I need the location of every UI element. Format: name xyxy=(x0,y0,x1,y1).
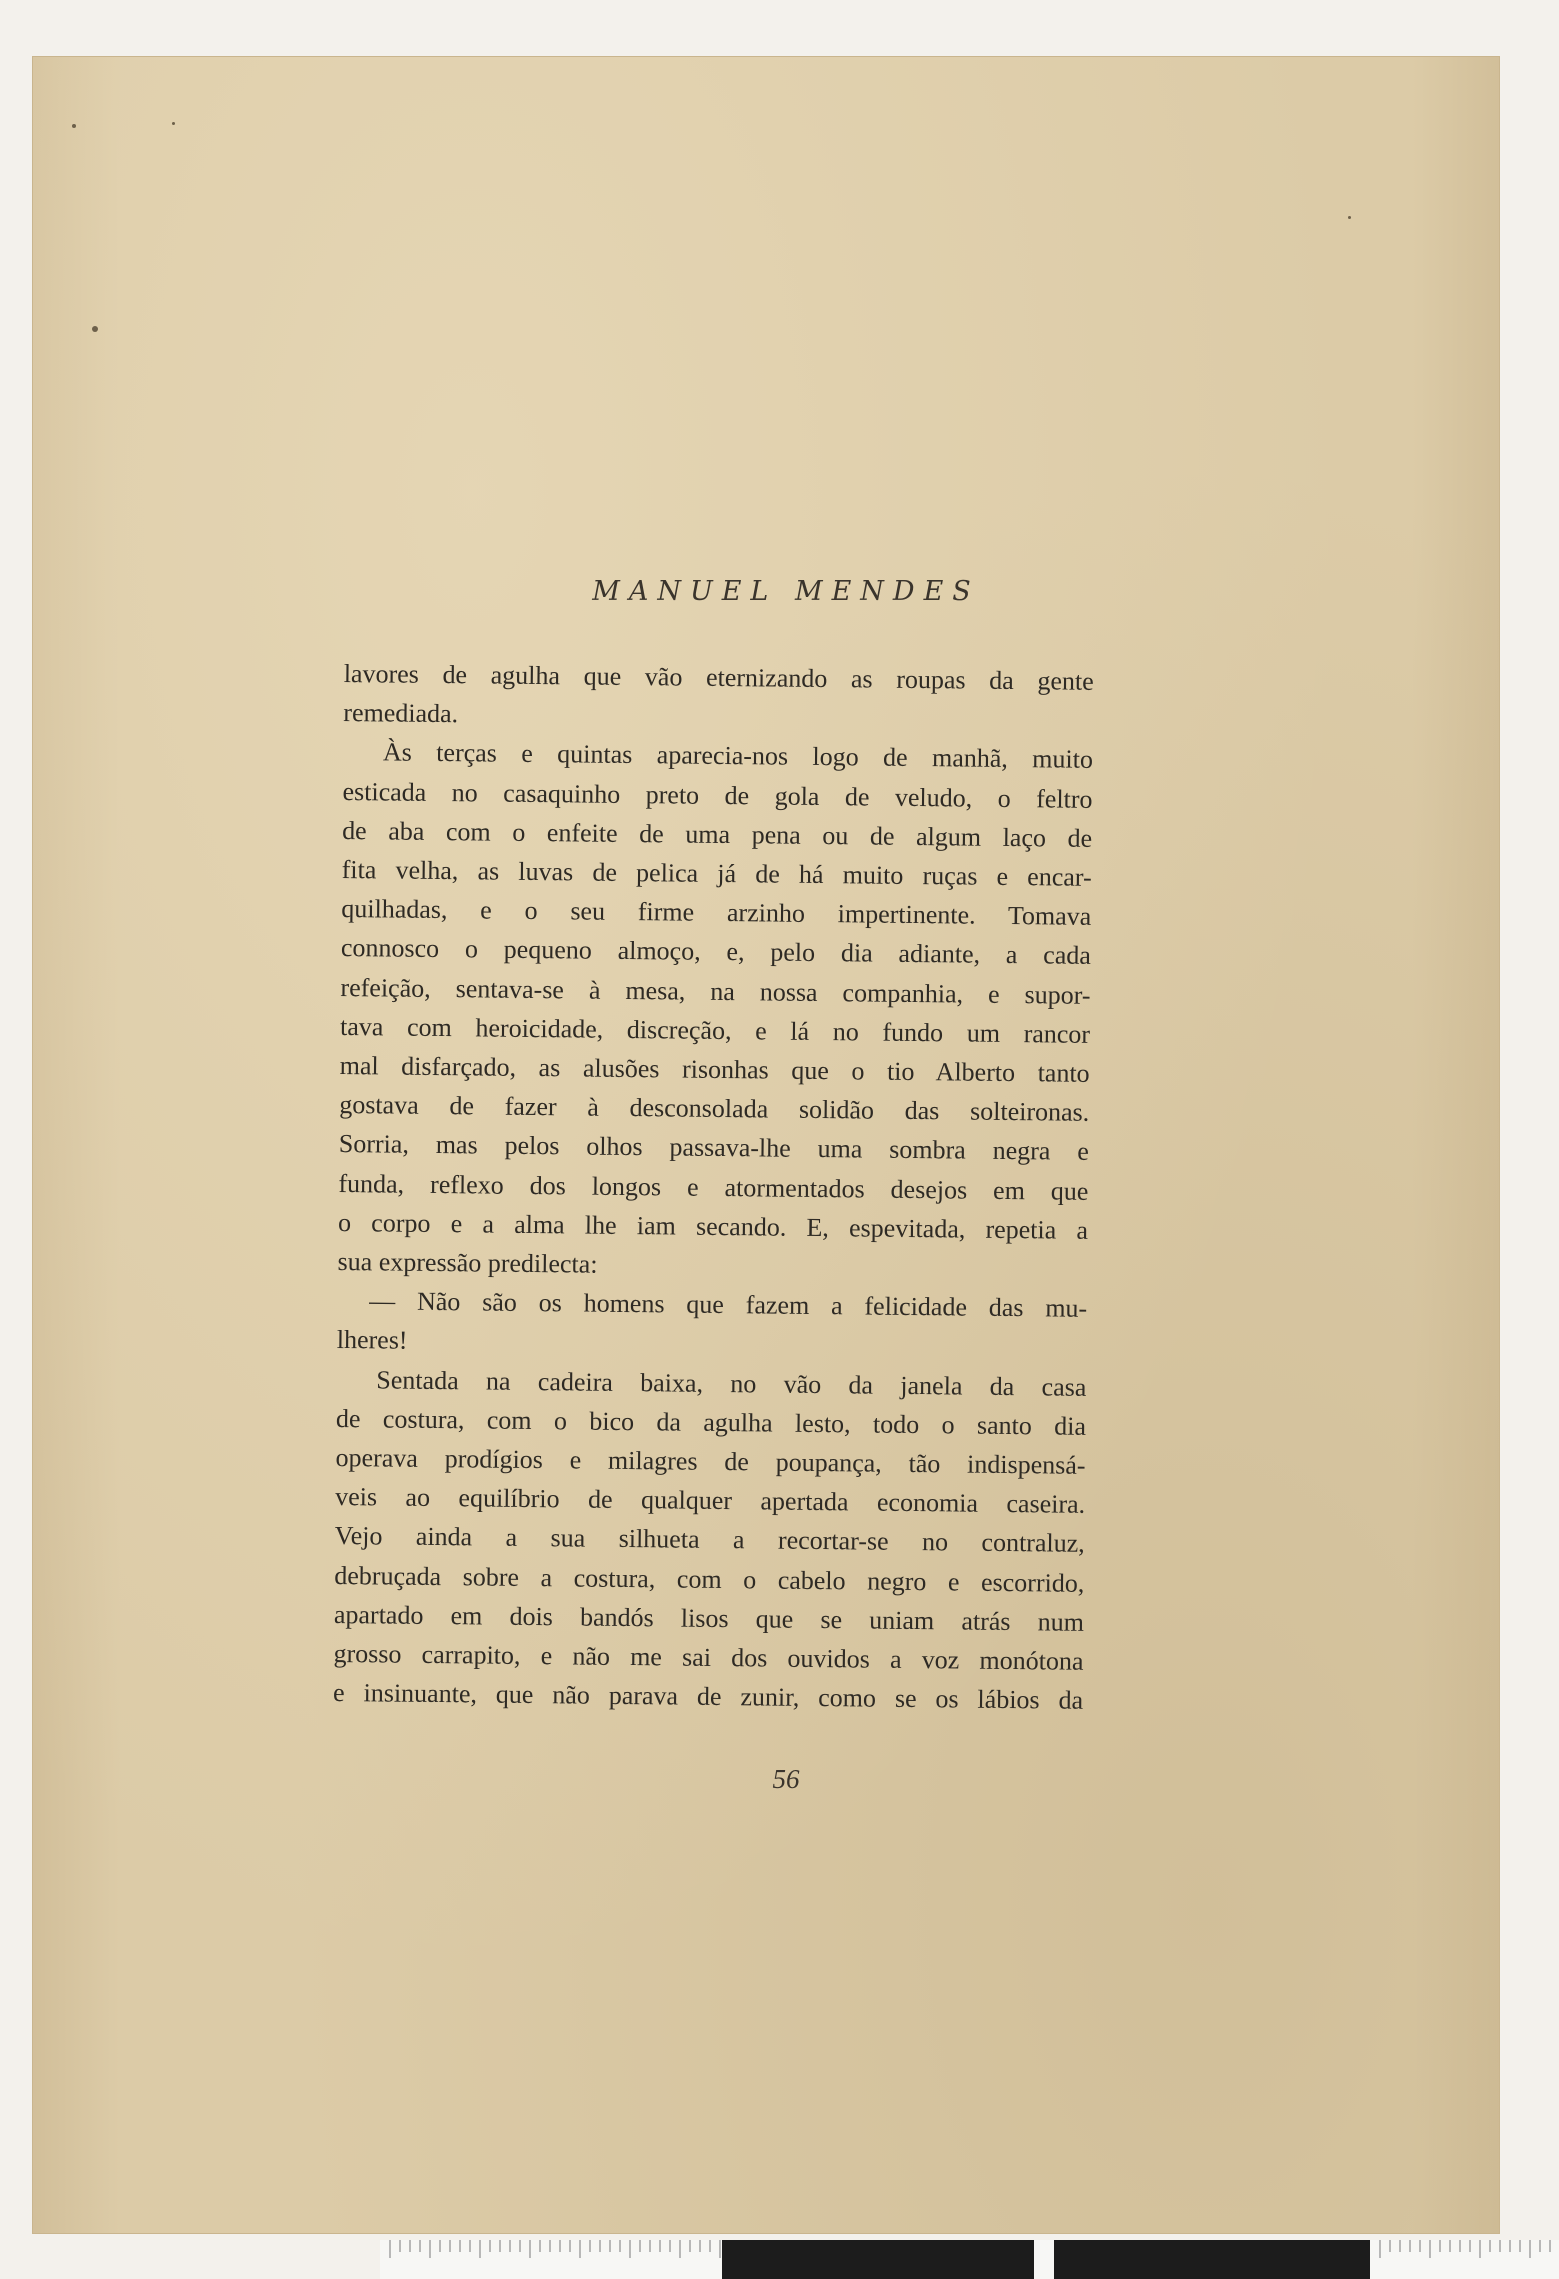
text-line: tava com heroicidade, discreção, e lá no fundo um rancor xyxy=(339,1011,1091,1049)
paper-speck xyxy=(72,124,76,128)
ruler-black-block xyxy=(722,2240,1034,2279)
body-text xyxy=(333,654,1094,1720)
text-line: — Não são os homens que fazem a felicidade das mu- xyxy=(369,1286,1088,1324)
scale-ruler xyxy=(380,2240,1559,2279)
text-line: grosso carrapito, e não me sai dos ouvidos a voz monótona xyxy=(333,1639,1084,1676)
text-line: lavores de agulha que vão eternizando as roupas da gente xyxy=(343,658,1094,696)
paper-speck xyxy=(92,326,98,332)
text-line: e insinuante, que não parava de zunir, como se os lábios da xyxy=(332,1678,1084,1716)
text-line: mal disfarçado, as alusões risonhas que o tio Alberto tanto xyxy=(339,1051,1090,1088)
text-line: o corpo e a alma lhe iam secando. E, espevitada, repetia a xyxy=(337,1207,1089,1245)
text-line: Às terças e quintas aparecia-nos logo de manhã, muito xyxy=(382,737,1094,775)
text-line: quilhadas, e o seu firme arzinho impertinente. Tomava xyxy=(341,894,1092,932)
text-line: sua expressão predilecta: xyxy=(337,1247,598,1279)
text-line: veis ao equilíbrio de qualquer apertada economia caseira. xyxy=(335,1482,1086,1520)
paper-speck xyxy=(172,122,175,125)
text-line: debruçada sobre a costura, com o cabelo negro e escorrido, xyxy=(334,1560,1085,1598)
paper-speck xyxy=(1348,216,1351,219)
text-line: remediada. xyxy=(343,698,459,729)
page-number: 56 xyxy=(772,1764,800,1794)
text-line: funda, reflexo dos longos e atormentados desejos em que xyxy=(338,1168,1089,1206)
text-line: Vejo ainda a sua silhueta a recortar-se no contraluz, xyxy=(334,1521,1085,1559)
text-line: de aba com o enfeite de uma pena ou de algum laço de xyxy=(342,815,1093,853)
text-line: de costura, com o bico da agulha lesto, todo o santo dia xyxy=(335,1403,1087,1441)
text-line: esticada no casaquinho preto de gola de veludo, o feltro xyxy=(342,776,1093,814)
text-line: apartado em dois bandós lisos que se uniam atrás num xyxy=(333,1599,1085,1637)
text-line: refeição, sentava-se à mesa, na nossa companhia, e supor- xyxy=(340,972,1091,1010)
text-line: lheres! xyxy=(336,1325,408,1356)
text-line: connosco o pequeno almoço, e, pelo dia adiante, a cada xyxy=(340,933,1092,971)
text-row xyxy=(333,1673,1083,1720)
ruler-black-block xyxy=(1054,2240,1370,2279)
book-page xyxy=(32,56,1500,2234)
text-line: Sentada na cadeira baixa, no vão da janela da casa xyxy=(376,1365,1087,1402)
text-line: Sorria, mas pelos olhos passava-lhe uma sombra negra e xyxy=(338,1129,1089,1167)
running-head: MANUEL MENDES xyxy=(592,576,980,607)
text-line: gostava de fazer à desconsolada solidão das solteironas. xyxy=(339,1090,1090,1128)
text-line: operava prodígios e milagres de poupança, tão indispensá- xyxy=(335,1443,1086,1480)
text-line: fita velha, as luvas de pelica já de há muito ruças e encar- xyxy=(341,855,1092,892)
